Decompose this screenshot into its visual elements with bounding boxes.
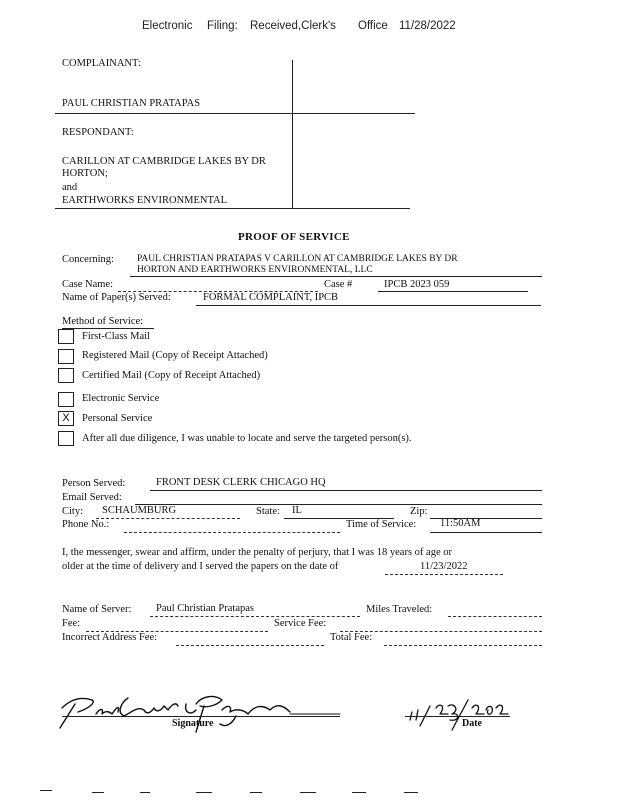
incorrect-fee-label: Incorrect Address Fee: bbox=[62, 632, 158, 643]
concerning-line2: HORTON AND EARTHWORKS ENVIRONMENTAL, LLC bbox=[137, 265, 373, 275]
concerning-line1: PAUL CHRISTIAN PRATAPAS V CARILLON AT CAMBRIDGE LAKES BY DR bbox=[137, 254, 458, 264]
phone-label: Phone No.: bbox=[62, 519, 110, 530]
affirmation-line2: older at the time of delivery and I served the papers on the date of bbox=[62, 561, 339, 572]
scan-artifact bbox=[404, 792, 418, 793]
time-value: 11:50AM bbox=[440, 518, 481, 529]
scan-artifact bbox=[92, 792, 104, 793]
city-value: SCHAUMBURG bbox=[102, 505, 177, 516]
city-label: City: bbox=[62, 506, 84, 517]
scan-artifact bbox=[140, 792, 150, 793]
server-name-label: Name of Server: bbox=[62, 604, 132, 615]
time-label: Time of Service: bbox=[346, 519, 417, 530]
scan-artifact bbox=[300, 792, 316, 793]
person-served: FRONT DESK CLERK CHICAGO HQ bbox=[156, 477, 326, 488]
state-value: IL bbox=[292, 505, 302, 516]
option-personal: Personal Service bbox=[82, 413, 153, 424]
date-label: Date bbox=[462, 718, 482, 729]
paper-served: FORMAL COMPLAINT, IPCB bbox=[203, 292, 339, 303]
state-label: State: bbox=[256, 506, 280, 517]
scan-artifact bbox=[196, 792, 212, 793]
signature-label: Signature bbox=[172, 718, 214, 729]
respondent-line2: HORTON; bbox=[62, 168, 108, 179]
complainant-label: COMPLAINANT: bbox=[62, 58, 141, 69]
person-served-label: Person Served: bbox=[62, 478, 126, 489]
option-certified: Certified Mail (Copy of Receipt Attached) bbox=[82, 370, 261, 381]
header-office: Office bbox=[358, 20, 388, 32]
respondent-line3: EARTHWORKS ENVIRONMENTAL bbox=[62, 195, 228, 206]
case-name-label: Case Name: bbox=[62, 279, 114, 290]
respondent-label: RESPONDANT: bbox=[62, 127, 134, 138]
affirmation-line1: I, the messenger, swear and affirm, under the penalty of perjury, that I was 18 years of age or bbox=[62, 547, 452, 558]
complainant-name: PAUL CHRISTIAN PRATAPAS bbox=[62, 98, 201, 109]
case-number-label: Case # bbox=[324, 279, 353, 290]
page-title: PROOF OF SERVICE bbox=[238, 231, 350, 243]
respondent-and: and bbox=[62, 182, 78, 193]
signature-line bbox=[62, 716, 340, 717]
email-label: Email Served: bbox=[62, 492, 122, 503]
scan-artifact bbox=[40, 790, 52, 791]
case-number: IPCB 2023 059 bbox=[384, 279, 450, 290]
server-name: Paul Christian Pratapas bbox=[156, 603, 254, 614]
date-line bbox=[405, 716, 510, 717]
option-diligence: After all due diligence, I was unable to locate and serve the targeted person(s). bbox=[82, 433, 412, 444]
concerning-label: Concerning: bbox=[62, 254, 114, 265]
option-registered: Registered Mail (Copy of Receipt Attached) bbox=[82, 350, 268, 361]
respondent-line1: CARILLON AT CAMBRIDGE LAKES BY DR bbox=[62, 156, 266, 167]
header-electronic: Electronic bbox=[142, 20, 193, 32]
header-date: 11/28/2022 bbox=[399, 20, 456, 32]
service-fee-label: Service Fee: bbox=[274, 618, 327, 629]
scan-artifact bbox=[250, 792, 262, 793]
paper-label: Name of Paper(s) Served: bbox=[62, 292, 171, 303]
zip-label: Zip: bbox=[410, 506, 428, 517]
option-first-class: First-Class Mail bbox=[82, 331, 150, 342]
total-fee-label: Total Fee: bbox=[330, 632, 373, 643]
method-label: Method of Service: bbox=[62, 316, 144, 327]
header-received: Received,Clerk's bbox=[250, 20, 336, 32]
checkbox-personal[interactable]: X bbox=[58, 411, 74, 426]
scan-artifact bbox=[352, 792, 366, 793]
miles-label: Miles Traveled: bbox=[366, 604, 433, 615]
header-filing: Filing: bbox=[207, 20, 238, 32]
fee-label: Fee: bbox=[62, 618, 81, 629]
affirmation-date: 11/23/2022 bbox=[420, 561, 468, 572]
option-electronic: Electronic Service bbox=[82, 393, 160, 404]
